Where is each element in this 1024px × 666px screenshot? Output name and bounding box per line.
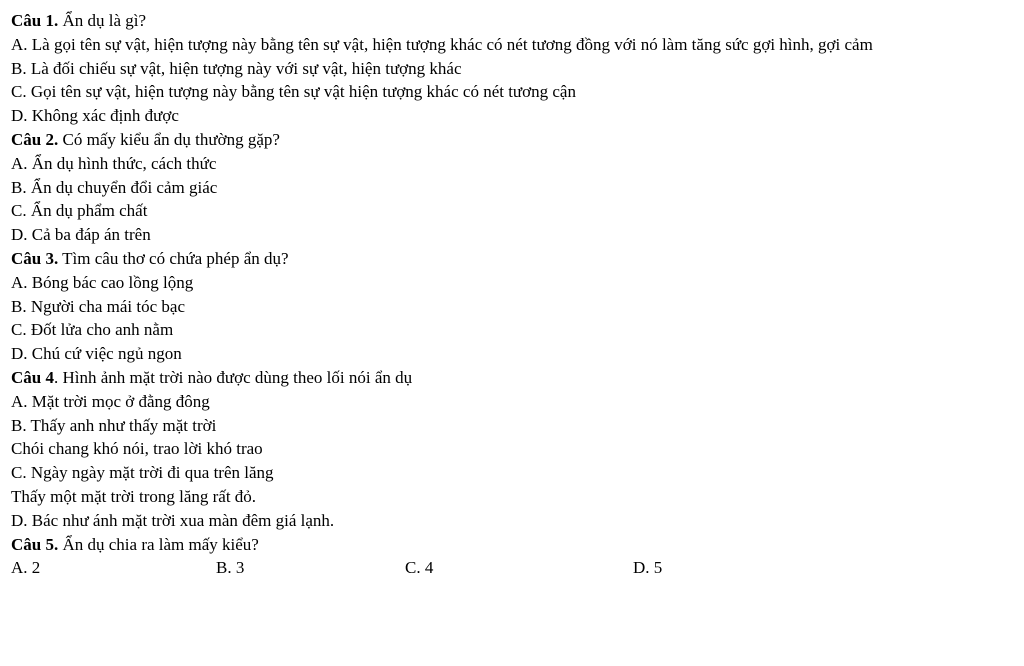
question-4-option-d: D. Bác như ánh mặt trời xua màn đêm giá lạnh. (11, 510, 335, 530)
question-1-number: Câu 1. (11, 11, 59, 30)
question-4 (11, 366, 1011, 390)
question-5-option-a: A. 2 (11, 558, 41, 578)
question-3-option-a: A. Bóng bác cao lồng lộng (11, 272, 194, 292)
question-3-text: Tìm câu thơ có chứa phép ẩn dụ? (58, 248, 289, 268)
question-5-option-c: C. 4 (405, 558, 434, 578)
question-2-number: Câu 2. (11, 129, 59, 149)
question-5 (11, 533, 1011, 557)
question-1-option-c: C. Gọi tên sự vật, hiện tượng này bằng tên sự vật hiện tượng khác có nét tương cận (11, 82, 576, 102)
quiz-document (11, 9, 1011, 580)
question-1 (11, 9, 1011, 33)
question-5-text: Ẩn dụ chia ra làm mấy kiểu? (58, 534, 259, 554)
question-5-option-d: D. 5 (633, 558, 663, 578)
question-4-number: Câu 4 (11, 367, 54, 387)
question-3-number: Câu 3. (11, 248, 59, 268)
question-2-option-d: D. Cả ba đáp án trên (11, 225, 151, 245)
question-4-option-c-continuation: Thấy một mặt trời trong lăng rất đỏ. (11, 486, 257, 506)
question-4-text: . Hình ảnh mặt trời nào được dùng theo lối nói ẩn dụ (53, 367, 413, 387)
question-3 (11, 247, 1011, 271)
question-4-option-b-continuation: Chói chang khó nói, trao lời khó trao (11, 439, 263, 459)
question-2-text: Có mấy kiểu ẩn dụ thường gặp? (58, 129, 280, 149)
question-1-option-b: B. Là đối chiếu sự vật, hiện tượng này với sự vật, hiện tượng khác (11, 58, 462, 78)
question-1-option-a: A. Là gọi tên sự vật, hiện tượng này bằng tên sự vật, hiện tượng khác có nét tương đồng với nó làm tăng sức gợi hình, gợi cảm (11, 34, 873, 54)
question-1-option-d: D. Không xác định được (11, 106, 179, 126)
question-3-option-d: D. Chú cứ việc ngủ ngon (11, 344, 182, 364)
question-5-number: Câu 5. (11, 534, 59, 554)
question-1-text: Ẩn dụ là gì? (58, 11, 147, 30)
question-2-option-b: B. Ẩn dụ chuyển đổi cảm giác (11, 177, 218, 197)
question-5-options (11, 556, 1011, 580)
question-4-option-c: C. Ngày ngày mặt trời đi qua trên lăng (11, 463, 274, 483)
question-4-option-b: B. Thấy anh như thấy mặt trời (11, 415, 217, 435)
question-2-option-a: A. Ẩn dụ hình thức, cách thức (11, 153, 217, 173)
question-2 (11, 128, 1011, 152)
question-2-option-c: C. Ẩn dụ phẩm chất (11, 201, 148, 221)
question-4-option-a: A. Mặt trời mọc ở đằng đông (11, 391, 210, 411)
question-5-option-b: B. 3 (216, 558, 245, 578)
question-3-option-b: B. Người cha mái tóc bạc (11, 296, 185, 316)
question-3-option-c: C. Đốt lửa cho anh nằm (11, 320, 174, 340)
